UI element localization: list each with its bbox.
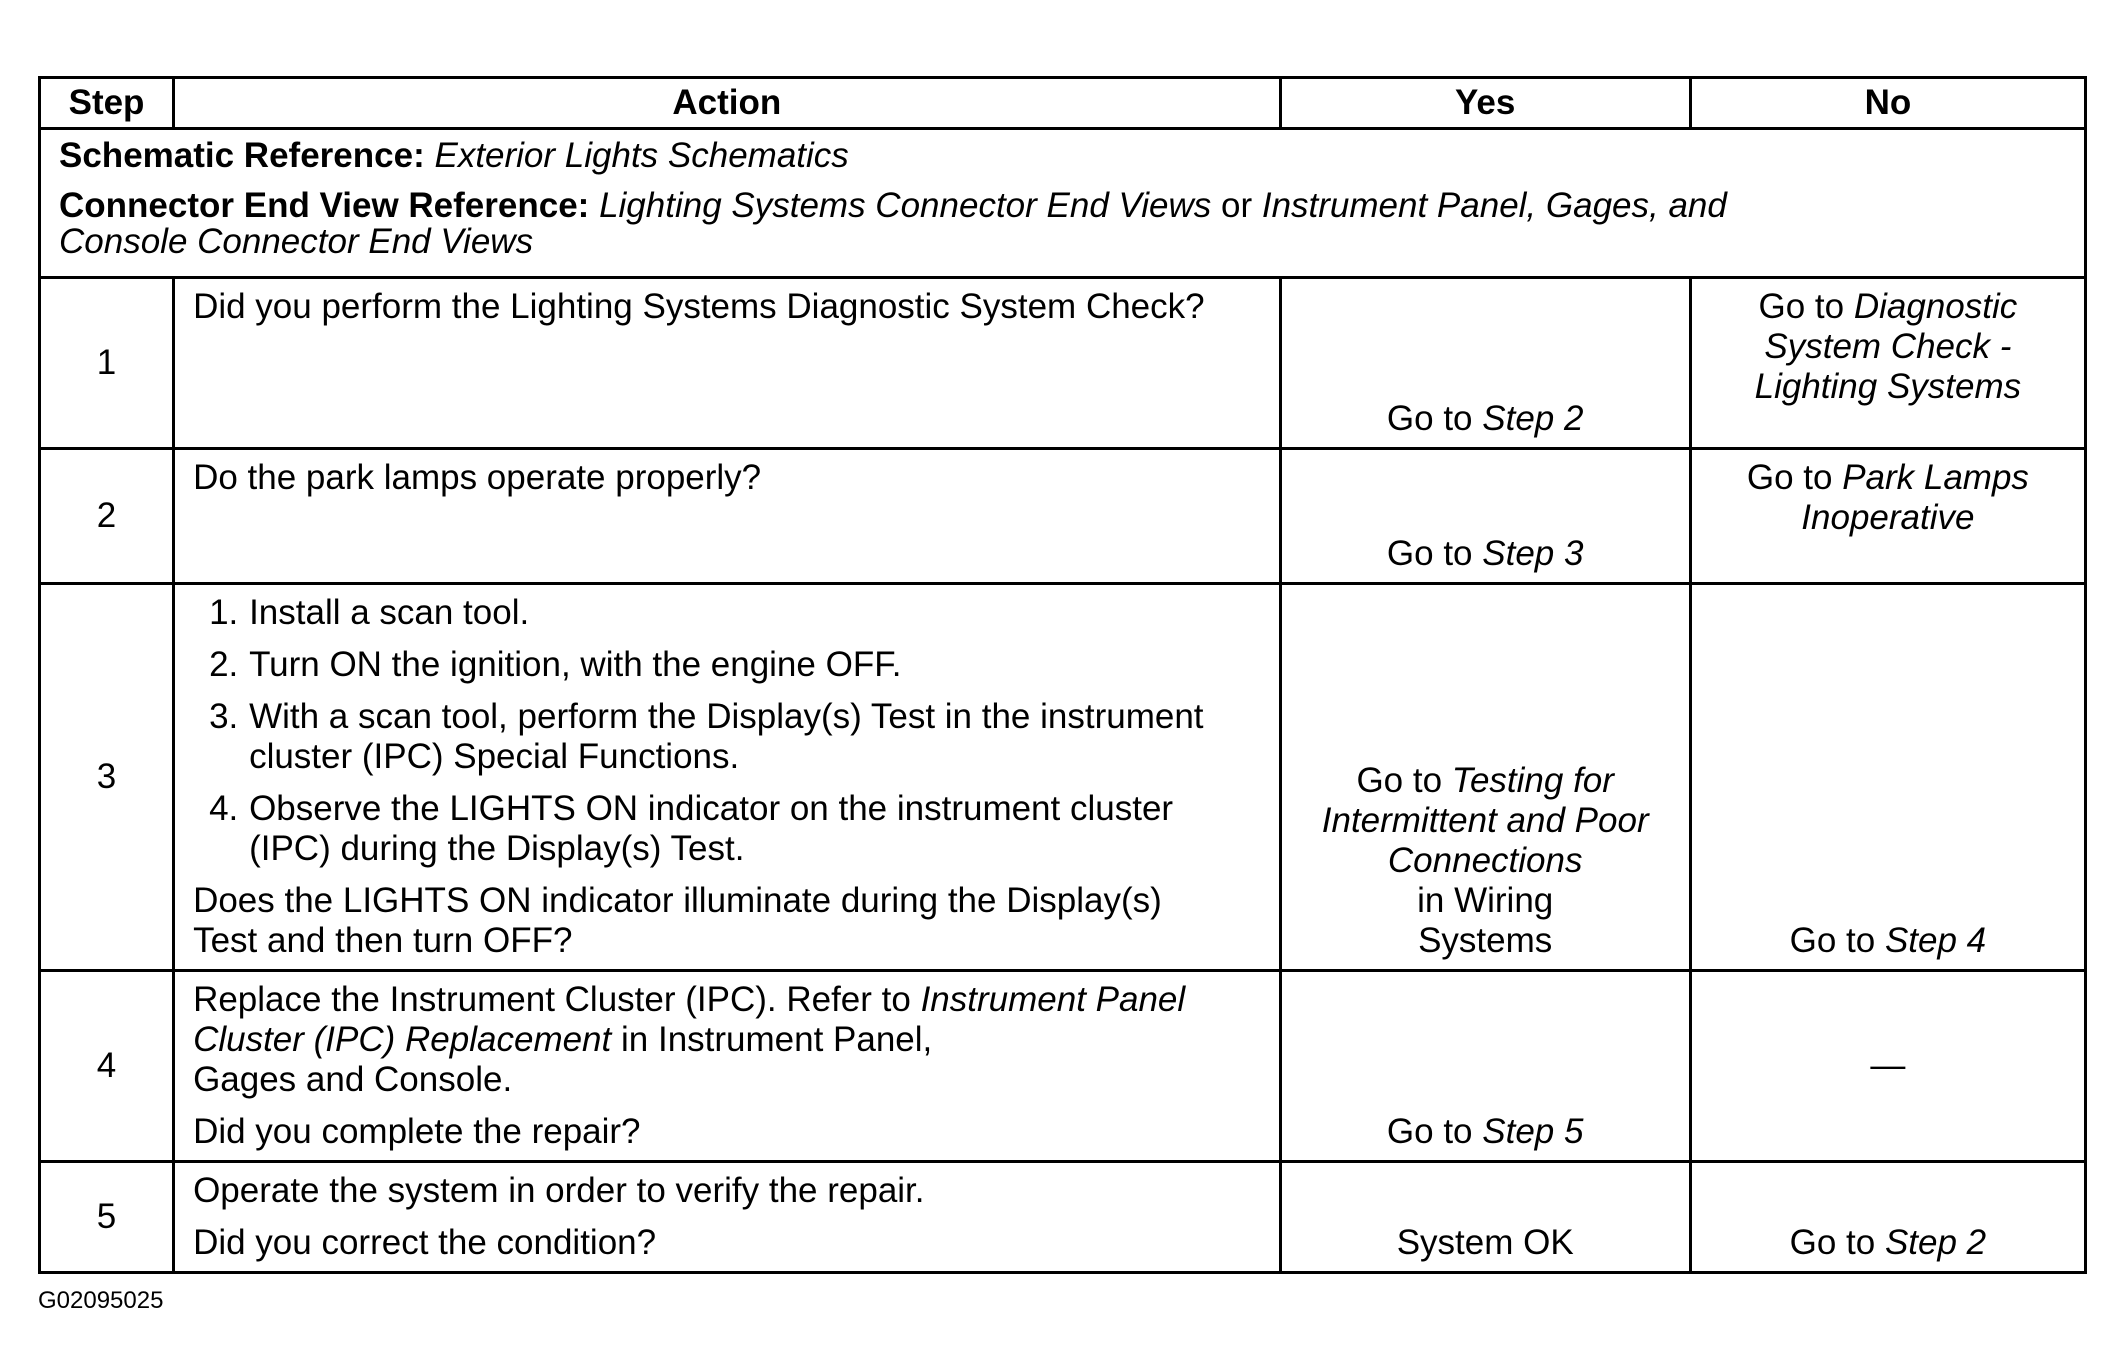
action-text: Did you perform the Lighting Systems Diagnostic System Check? (193, 287, 1205, 326)
connector-reference-value-2a: Instrument Panel, Gages, and (1261, 186, 1727, 225)
question-text (193, 881, 1261, 961)
yes-cell (1280, 1162, 1690, 1273)
action-link-1[interactable]: Instrument Panel (920, 980, 1186, 1019)
connector-reference-or: or (1220, 186, 1253, 225)
header-no: No (1690, 78, 2085, 129)
step-number: 2 (40, 449, 174, 584)
yes-text: System OK (1396, 1223, 1574, 1262)
action-cell (174, 449, 1281, 584)
step-number: 3 (40, 584, 174, 971)
no-prefix: Go to (1789, 921, 1876, 960)
step-row-4 (40, 971, 2086, 1162)
yes-prefix: Go to (1386, 534, 1473, 573)
no-link-line-2[interactable]: Inoperative (1801, 498, 1975, 537)
yes-cell (1280, 971, 1690, 1162)
schematic-reference (59, 136, 2066, 176)
action-cell (174, 584, 1281, 971)
no-prefix: Go to (1746, 458, 1833, 497)
no-cell (1690, 584, 2085, 971)
yes-cell (1280, 449, 1690, 584)
no-cell (1690, 971, 2085, 1162)
no-link[interactable]: Step 4 (1884, 921, 1987, 960)
procedure-item: Turn ON the ignition, with the engine OFF. (249, 645, 902, 684)
yes-link-line-3[interactable]: Connections (1387, 841, 1583, 880)
yes-link[interactable]: Step 5 (1482, 1112, 1584, 1151)
header-step: Step (40, 78, 174, 129)
yes-prefix: Go to (1386, 1112, 1473, 1151)
yes-link[interactable]: Step 2 (1482, 399, 1584, 438)
step-number: 1 (40, 278, 174, 449)
reference-row (40, 129, 2086, 278)
reference-cell (40, 129, 2086, 278)
no-link-line-2[interactable]: System Check - (1764, 327, 2012, 366)
action-text-b: in Instrument Panel, (621, 1020, 933, 1059)
action-cell (174, 278, 1281, 449)
procedure-item (249, 697, 1261, 777)
diagnostic-table-frame (38, 76, 2087, 1274)
no-link-line-1[interactable]: Park Lamps (1842, 458, 2029, 497)
step-row-2 (40, 449, 2086, 584)
connector-reference-label: Connector End View Reference: (59, 186, 590, 225)
step-row-1 (40, 278, 2086, 449)
diagnostic-table (38, 76, 2087, 1274)
no-cell (1690, 278, 2085, 449)
no-cell (1690, 1162, 2085, 1273)
action-link-2[interactable]: Cluster (IPC) Replacement (193, 1020, 612, 1059)
action-text-a: Replace the Instrument Cluster (IPC). Refer to (193, 980, 911, 1019)
step-row-5 (40, 1162, 2086, 1273)
connector-reference (59, 188, 2066, 260)
step-row-3 (40, 584, 2086, 971)
no-link-line-3[interactable]: Lighting Systems (1754, 367, 2022, 406)
action-text: Do the park lamps operate properly? (193, 458, 762, 497)
step-number: 5 (40, 1162, 174, 1273)
yes-cell (1280, 278, 1690, 449)
yes-link[interactable]: Step 3 (1482, 534, 1584, 573)
header-action: Action (174, 78, 1281, 129)
procedure-item-text: Observe the LIGHTS ON indicator on the instrument cluster (IPC) during the Display(s) Test. (249, 789, 1174, 868)
header-yes: Yes (1280, 78, 1690, 129)
procedure-item: Install a scan tool. (249, 593, 530, 632)
yes-prefix: Go to (1356, 761, 1443, 800)
procedure-item (249, 789, 1261, 869)
action-text-c: Gages and Console. (193, 1060, 513, 1099)
schematic-reference-value: Exterior Lights Schematics (434, 136, 849, 175)
no-dash: — (1870, 1046, 1906, 1085)
question-line-1: Does the LIGHTS ON indicator illuminate during the Display(s) (193, 881, 1162, 920)
no-prefix: Go to (1789, 1223, 1876, 1262)
procedure-list (193, 593, 1261, 869)
yes-link-line-2[interactable]: Intermittent and Poor (1321, 801, 1649, 840)
question-line-2: Test and then turn OFF? (193, 921, 573, 960)
action-cell (174, 1162, 1281, 1273)
no-link-line-1[interactable]: Diagnostic (1853, 287, 2018, 326)
yes-suffix-line-1: in Wiring (1417, 881, 1554, 920)
yes-link-line-1[interactable]: Testing for (1451, 761, 1614, 800)
question-text: Did you correct the condition? (193, 1223, 657, 1262)
action-cell (174, 971, 1281, 1162)
procedure-item-text: With a scan tool, perform the Display(s) Test in the instrument cluster (IPC) Special Functions. (249, 697, 1204, 776)
yes-prefix: Go to (1386, 399, 1473, 438)
connector-reference-value-1: Lighting Systems Connector End Views (599, 186, 1212, 225)
connector-reference-value-2b: Console Connector End Views (59, 222, 534, 261)
step-number: 4 (40, 971, 174, 1162)
yes-cell (1280, 584, 1690, 971)
no-prefix: Go to (1758, 287, 1845, 326)
yes-suffix-line-2: Systems (1418, 921, 1553, 960)
figure-id: G02095025 (38, 1287, 164, 1314)
no-link[interactable]: Step 2 (1884, 1223, 1987, 1262)
action-text: Operate the system in order to verify the repair. (193, 1171, 925, 1210)
schematic-reference-label: Schematic Reference: (59, 136, 425, 175)
header-row (40, 78, 2086, 129)
question-text: Did you complete the repair? (193, 1112, 641, 1151)
no-cell (1690, 449, 2085, 584)
